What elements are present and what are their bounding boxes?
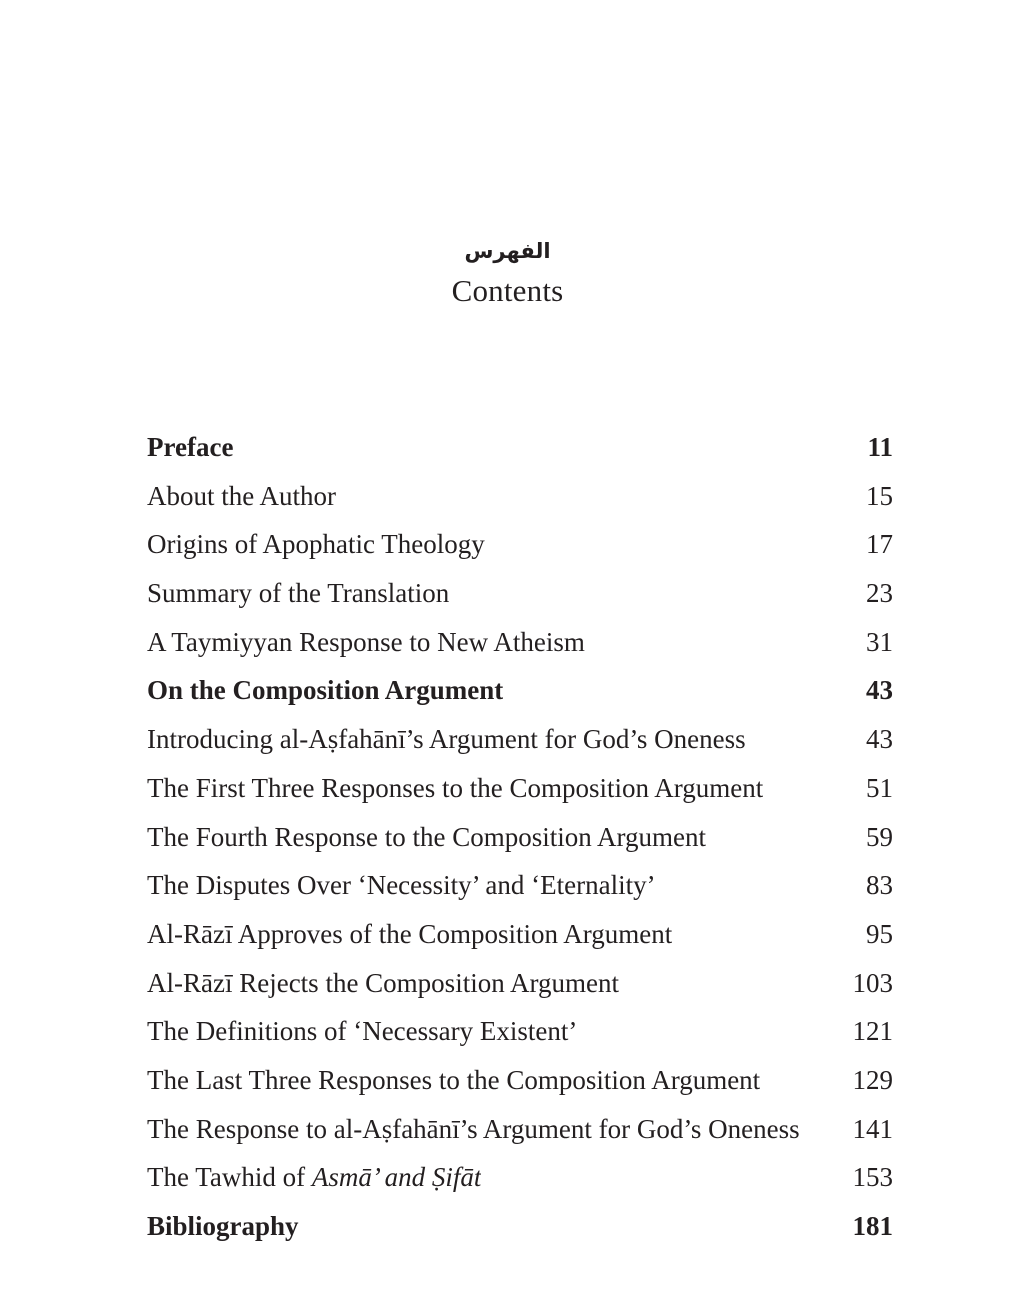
toc-page-number: 43 (866, 724, 893, 755)
toc-page-number: 83 (866, 870, 893, 901)
toc-page-number: 31 (866, 626, 893, 657)
toc-entry-title: Al-Rāzī Approves of the Composition Argument (147, 918, 673, 949)
toc-entry-title: Preface (147, 432, 234, 462)
toc-entry-first-three[interactable] (147, 764, 893, 813)
toc-entry-title: The Definitions of ‘Necessary Existent’ (147, 1016, 578, 1047)
arabic-title: الفهرس (464, 239, 551, 263)
toc-entry-last-three[interactable] (147, 1056, 893, 1105)
toc-page-number: 103 (852, 967, 893, 998)
toc-entry-disputes[interactable] (147, 861, 893, 910)
toc-entry-title: Bibliography (147, 1211, 299, 1241)
toc-entry-about-author[interactable] (147, 472, 893, 521)
toc-entry-title: The Last Three Responses to the Composition Argument (147, 1064, 761, 1095)
toc-page-number: 43 (866, 675, 893, 706)
toc-page-number: 17 (866, 529, 893, 560)
toc-page-number: 129 (852, 1064, 893, 1095)
toc-page-number: 181 (852, 1211, 893, 1241)
toc-entry-title-italic: Asmā’ and Ṣifāt (311, 1162, 482, 1193)
contents-heading (0, 236, 1015, 311)
toc-entry-title: Origins of Apophatic Theology (147, 529, 485, 560)
toc-entry-title: The First Three Responses to the Composition Argument (147, 772, 764, 803)
toc-entry-title: The Fourth Response to the Composition Argument (147, 821, 706, 852)
toc-page-number: 51 (866, 772, 893, 803)
toc-entry-title: Introducing al-Aṣfahānī’s Argument for God’s Oneness (147, 724, 746, 755)
toc-entry-tawhid[interactable] (147, 1153, 893, 1202)
toc-page-number: 141 (852, 1113, 893, 1144)
toc-entry-title-roman: The Tawhid of (147, 1162, 312, 1193)
toc-entry-razi-rejects[interactable] (147, 959, 893, 1008)
toc-entry-title: On the Composition Argument (147, 675, 504, 706)
page-title: Contents (451, 273, 564, 308)
toc-entry-bibliography[interactable] (147, 1202, 893, 1251)
toc-entry-fourth-response[interactable] (147, 813, 893, 862)
toc-entry-definitions[interactable] (147, 1007, 893, 1056)
toc-page-number: 153 (852, 1162, 893, 1193)
toc-page-number: 23 (866, 578, 893, 609)
toc-entry-title: The Disputes Over ‘Necessity’ and ‘Eternality’ (147, 870, 656, 901)
toc-entry-razi-approves[interactable] (147, 910, 893, 959)
toc-entry-title: A Taymiyyan Response to New Atheism (147, 626, 585, 657)
toc-page-number: 95 (866, 918, 893, 949)
toc-page-number: 15 (866, 480, 893, 511)
toc-page-number: 59 (866, 821, 893, 852)
toc-entry-response-asfahani[interactable] (147, 1105, 893, 1154)
toc-entry-introducing[interactable] (147, 715, 893, 764)
toc-entry-origins[interactable] (147, 520, 893, 569)
toc-entry-title: Al-Rāzī Rejects the Composition Argument (147, 967, 619, 998)
toc-page-number: 11 (867, 432, 893, 462)
toc-entry-title: About the Author (147, 480, 336, 511)
toc-entry-new-atheism[interactable] (147, 618, 893, 667)
toc-entry-preface[interactable] (147, 423, 893, 472)
toc-entry-title: Summary of the Translation (147, 578, 450, 609)
table-of-contents (147, 423, 893, 1251)
toc-page-number: 121 (852, 1016, 893, 1047)
toc-entry-title: The Response to al-Aṣfahānī’s Argument for God’s Oneness (147, 1113, 800, 1144)
toc-entry-title (147, 1153, 481, 1202)
toc-entry-summary[interactable] (147, 569, 893, 618)
toc-entry-composition-argument[interactable] (147, 666, 893, 715)
